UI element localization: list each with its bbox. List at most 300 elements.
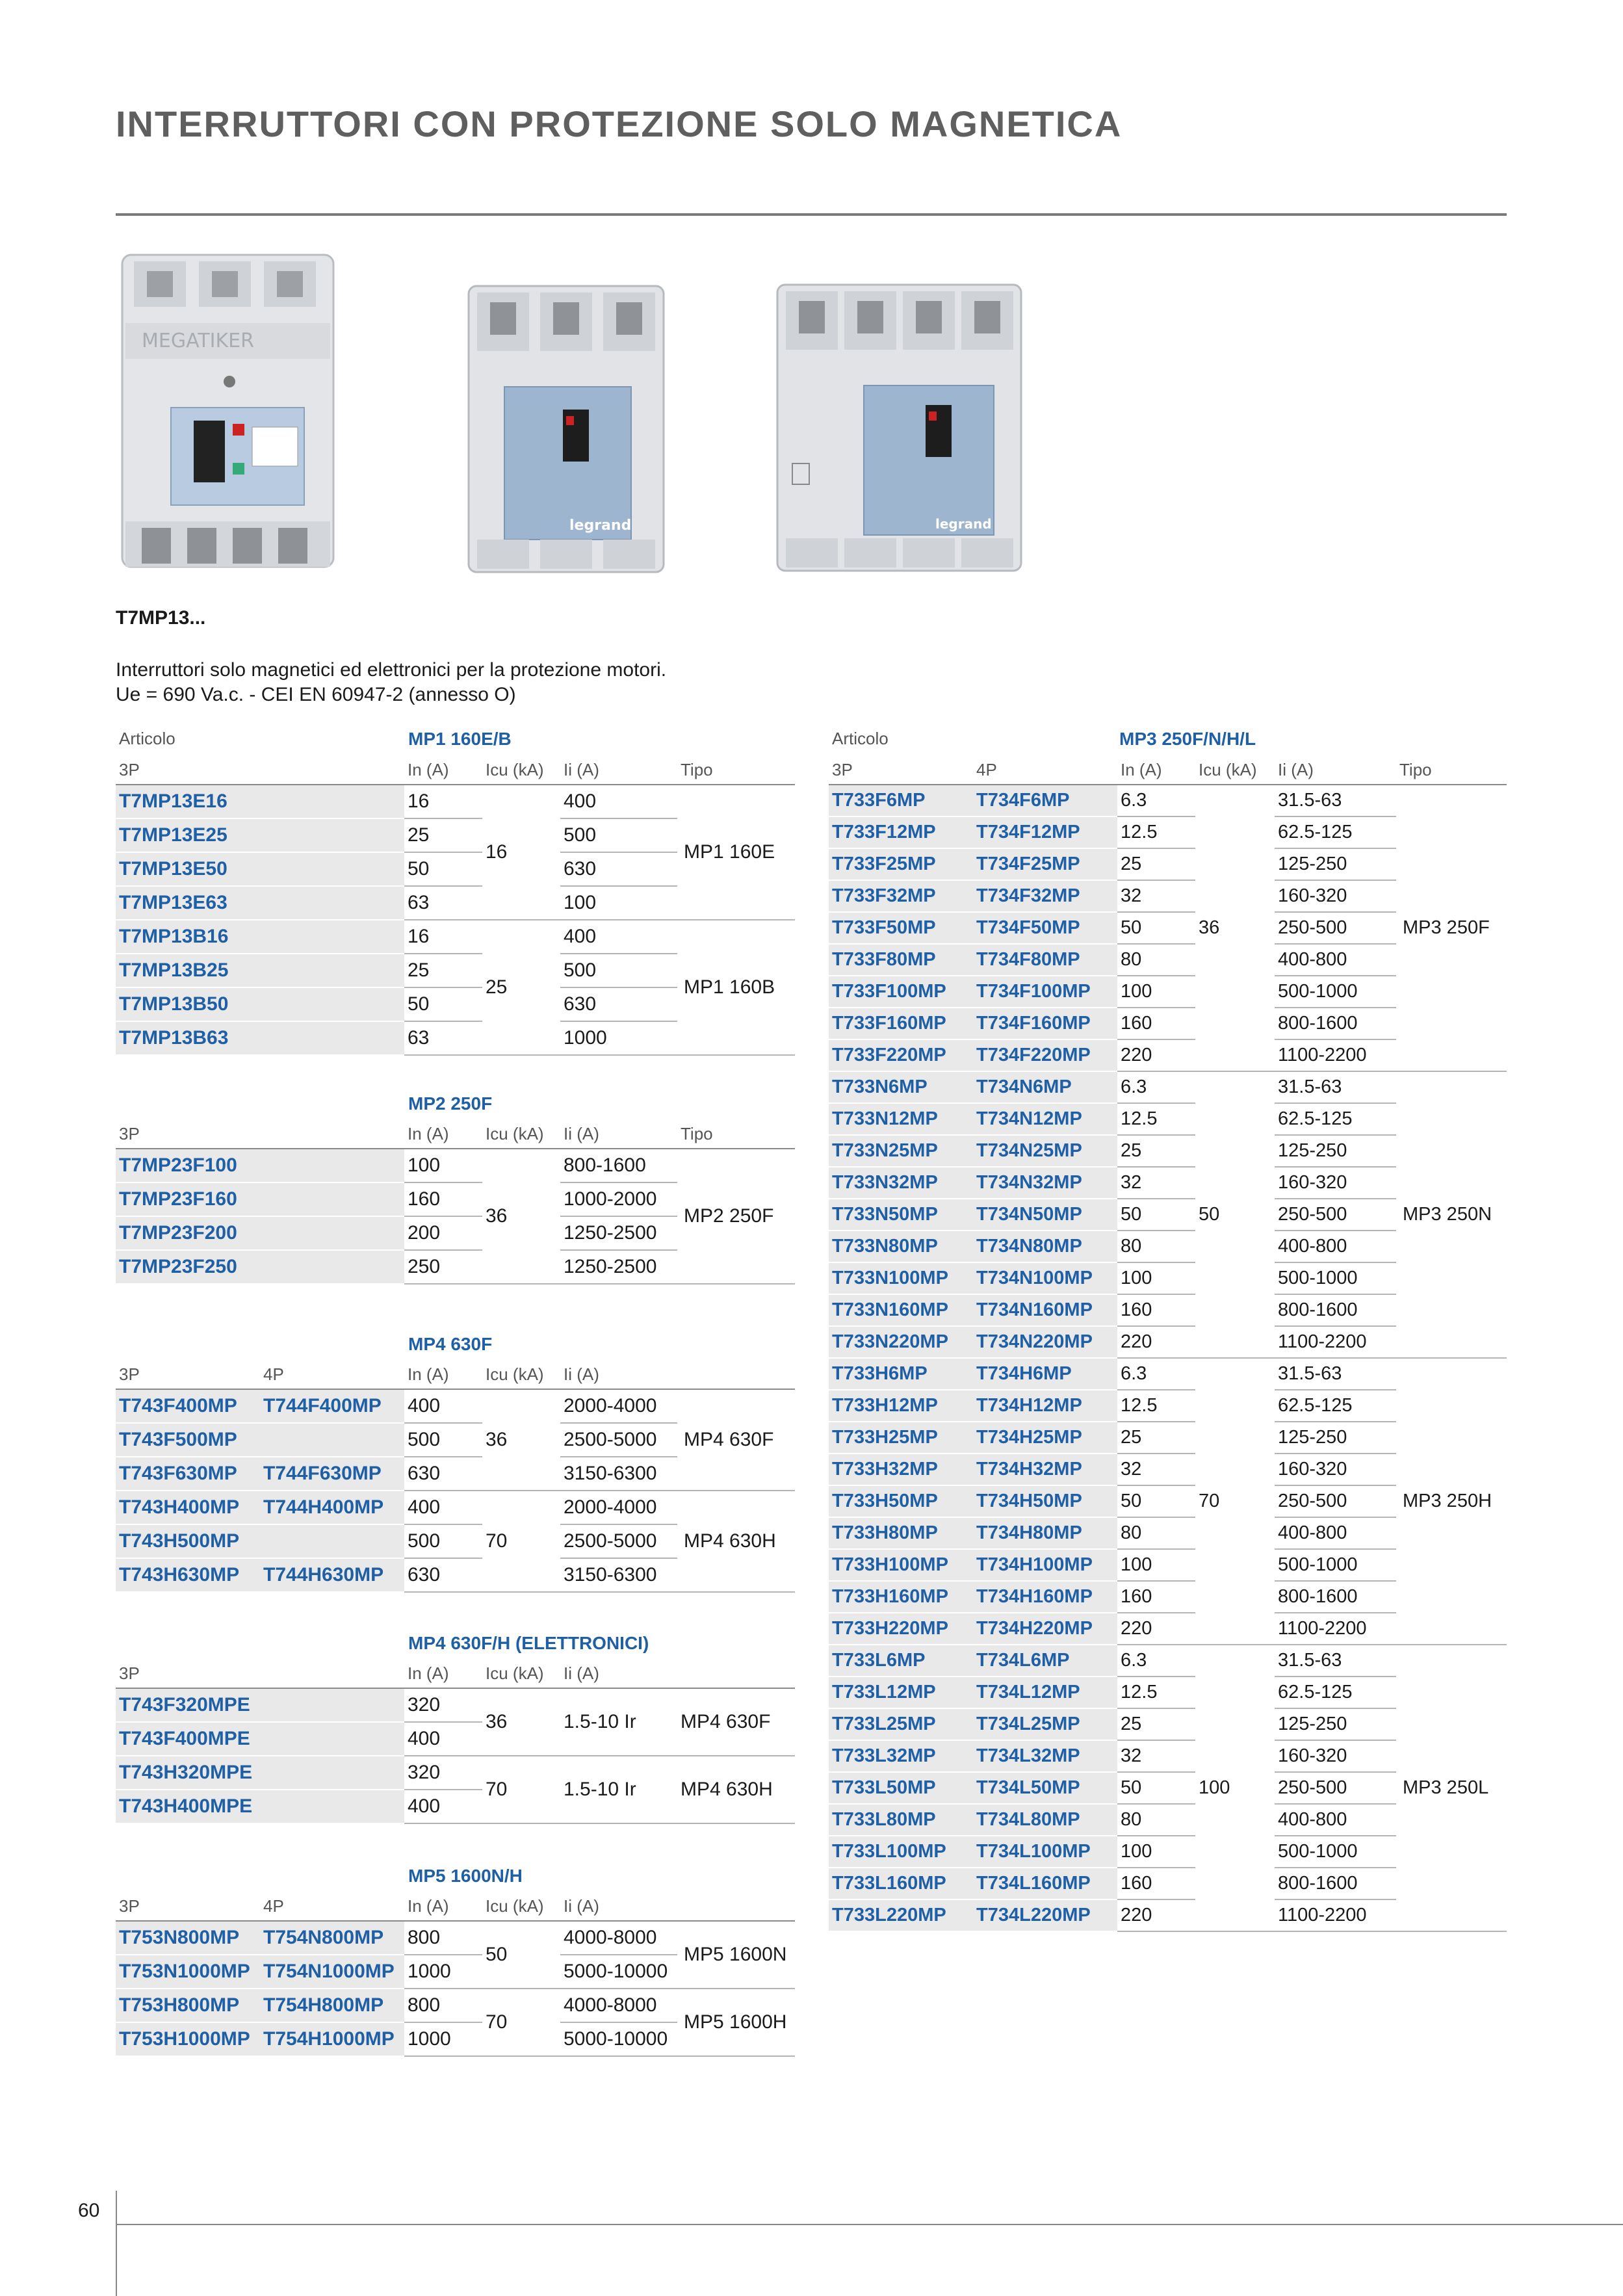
ii-value: 250-500 xyxy=(1275,1485,1396,1517)
article-code: T7MP23F160 xyxy=(116,1182,404,1216)
legrand-logo: legrand xyxy=(569,517,632,534)
ii-value: 160-320 xyxy=(1275,880,1396,912)
article-code: T7MP23F200 xyxy=(116,1216,404,1250)
article-code-3p: T733N50MP xyxy=(829,1199,973,1231)
article-code-4p: T734H32MP xyxy=(973,1454,1117,1485)
ii-value: 5000-10000 xyxy=(560,2022,677,2056)
article-code-4p: T734L80MP xyxy=(973,1804,1117,1836)
article-code-4p: T744H630MP xyxy=(260,1558,404,1592)
in-value: 25 xyxy=(1117,1708,1195,1740)
article-code: T7MP13B25 xyxy=(116,954,404,987)
article-code-4p: T734F220MP xyxy=(973,1039,1117,1071)
article-code-4p: T734N12MP xyxy=(973,1103,1117,1135)
in-value: 160 xyxy=(1117,1008,1195,1039)
ii-value: 1100-2200 xyxy=(1275,1326,1396,1358)
col-in: In (A) xyxy=(404,1659,482,1688)
tipo-value: MP4 630F xyxy=(677,1688,795,1756)
in-value: 25 xyxy=(404,954,482,987)
in-value: 630 xyxy=(404,1558,482,1592)
ii-value: 160-320 xyxy=(1275,1167,1396,1199)
in-value: 630 xyxy=(404,1457,482,1491)
article-code-4p: T734N220MP xyxy=(973,1326,1117,1358)
in-value: 160 xyxy=(1117,1581,1195,1613)
tipo-value: MP3 250N xyxy=(1396,1071,1507,1358)
intro-text xyxy=(116,658,666,707)
article-code-3p: T733N80MP xyxy=(829,1231,973,1262)
intro-line: Interruttori solo magnetici ed elettronici per la protezione motori. xyxy=(116,659,667,681)
col-icu: Icu (kA) xyxy=(482,1119,560,1149)
intro-line: Ue = 690 Va.c. - CEI EN 60947-2 (annesso O) xyxy=(116,684,516,705)
ii-value: 800-1600 xyxy=(1275,1868,1396,1899)
in-value: 12.5 xyxy=(1117,1103,1195,1135)
table-row xyxy=(116,920,795,954)
article-code-3p: T733L32MP xyxy=(829,1740,973,1772)
col-ii: Ii (A) xyxy=(1275,755,1396,785)
in-value: 50 xyxy=(1117,912,1195,944)
article-code-4p: T734F25MP xyxy=(973,848,1117,880)
ii-value: 800-1600 xyxy=(1275,1294,1396,1326)
in-value: 100 xyxy=(1117,1262,1195,1294)
article-code-4p: T754H1000MP xyxy=(260,2022,404,2056)
article-code-3p: T733F6MP xyxy=(829,785,973,816)
ii-value: 2000-4000 xyxy=(560,1491,677,1524)
col-3p: 3P xyxy=(116,1659,404,1688)
ii-value: 160-320 xyxy=(1275,1740,1396,1772)
group-title-mp5: MP5 1600N/H xyxy=(408,1866,523,1886)
article-code-3p: T733H220MP xyxy=(829,1613,973,1645)
article-code-3p: T733N100MP xyxy=(829,1262,973,1294)
ii-value: 500 xyxy=(560,818,677,852)
in-value: 63 xyxy=(404,1021,482,1055)
photo-caption: T7MP13... xyxy=(116,607,206,629)
article-code-3p: T733N160MP xyxy=(829,1294,973,1326)
in-value: 16 xyxy=(404,785,482,818)
icu-value: 36 xyxy=(482,1389,560,1491)
icu-value: 50 xyxy=(1195,1071,1275,1358)
article-code: T743F400MPE xyxy=(116,1722,404,1756)
article-code-4p: T734N80MP xyxy=(973,1231,1117,1262)
in-value: 32 xyxy=(1117,880,1195,912)
icu-value: 70 xyxy=(482,1756,560,1823)
in-value: 50 xyxy=(1117,1772,1195,1804)
table-mp1 xyxy=(116,755,795,1056)
article-code-4p: T754H800MP xyxy=(260,1989,404,2022)
in-value: 200 xyxy=(404,1216,482,1250)
article-code: T743F320MPE xyxy=(116,1688,404,1722)
article-code-3p: T733H80MP xyxy=(829,1517,973,1549)
tipo-value: MP2 250F xyxy=(677,1149,795,1284)
col-icu: Icu (kA) xyxy=(482,1360,560,1389)
table-row xyxy=(116,1921,795,1955)
ii-value: 400-800 xyxy=(1275,944,1396,976)
in-value: 160 xyxy=(404,1182,482,1216)
breaker-photo-megatiker xyxy=(116,242,343,586)
in-value: 220 xyxy=(1117,1613,1195,1645)
article-code-3p: T743H630MP xyxy=(116,1558,260,1592)
title-divider xyxy=(116,213,1507,216)
icu-value: 36 xyxy=(1195,785,1275,1071)
col-in: In (A) xyxy=(404,755,482,785)
table-row xyxy=(116,1688,795,1722)
in-value: 1000 xyxy=(404,1955,482,1989)
in-value: 500 xyxy=(404,1524,482,1558)
table-header xyxy=(116,1119,795,1149)
ii-value: 250-500 xyxy=(1275,1772,1396,1804)
col-4p: 4P xyxy=(260,1360,404,1389)
article-code-3p: T753N800MP xyxy=(116,1921,260,1955)
icu-value: 70 xyxy=(1195,1358,1275,1645)
in-value: 400 xyxy=(404,1389,482,1423)
col-4p: 4P xyxy=(260,1892,404,1921)
in-value: 16 xyxy=(404,920,482,954)
ii-value: 630 xyxy=(560,987,677,1021)
article-code-3p: T733L80MP xyxy=(829,1804,973,1836)
article-code-3p: T743F500MP xyxy=(116,1423,260,1457)
ii-value: 1.5-10 Ir xyxy=(560,1756,677,1823)
article-code-4p: T734N100MP xyxy=(973,1262,1117,1294)
article-code-4p: T734L25MP xyxy=(973,1708,1117,1740)
ii-value: 1000 xyxy=(560,1021,677,1055)
tipo-value: MP4 630H xyxy=(677,1756,795,1823)
in-value: 500 xyxy=(404,1423,482,1457)
in-value: 100 xyxy=(1117,976,1195,1008)
tipo-value: MP3 250L xyxy=(1396,1645,1507,1931)
article-code-3p: T733F12MP xyxy=(829,816,973,848)
in-value: 25 xyxy=(1117,1422,1195,1454)
table-row xyxy=(829,1645,1507,1676)
article-code-4p: T734H100MP xyxy=(973,1549,1117,1581)
in-value: 32 xyxy=(1117,1454,1195,1485)
article-code-4p: T734F32MP xyxy=(973,880,1117,912)
ii-value: 31.5-63 xyxy=(1275,1645,1396,1676)
in-value: 160 xyxy=(1117,1868,1195,1899)
ii-value: 125-250 xyxy=(1275,1135,1396,1167)
article-code: T7MP13B50 xyxy=(116,987,404,1021)
col-ii: Ii (A) xyxy=(560,1360,677,1389)
article-code-3p: T733L100MP xyxy=(829,1836,973,1868)
article-code-4p: T734F160MP xyxy=(973,1008,1117,1039)
in-value: 250 xyxy=(404,1250,482,1284)
article-code-3p: T733H50MP xyxy=(829,1485,973,1517)
group-title-mp4: MP4 630F xyxy=(408,1334,493,1354)
article-code-4p: T734H6MP xyxy=(973,1358,1117,1390)
table-row xyxy=(116,1989,795,2022)
article-code-3p: T743H500MP xyxy=(116,1524,260,1558)
article-code-4p: T734N160MP xyxy=(973,1294,1117,1326)
icu-value: 50 xyxy=(482,1921,560,1989)
footer-horizontal-rule xyxy=(116,2224,1623,2225)
table-row xyxy=(116,785,795,818)
article-code-4p: T734L50MP xyxy=(973,1772,1117,1804)
col-tipo: Tipo xyxy=(1396,755,1507,785)
article-code-3p: T733F100MP xyxy=(829,976,973,1008)
article-code-3p: T733L6MP xyxy=(829,1645,973,1676)
megatiker-logo: MEGATIKER xyxy=(142,330,254,352)
col-in: In (A) xyxy=(404,1360,482,1389)
ii-value: 2500-5000 xyxy=(560,1423,677,1457)
col-ii: Ii (A) xyxy=(560,1659,677,1688)
ii-value: 125-250 xyxy=(1275,848,1396,880)
in-value: 25 xyxy=(1117,1135,1195,1167)
col-in: In (A) xyxy=(404,1119,482,1149)
in-value: 6.3 xyxy=(1117,1645,1195,1676)
breaker-photo-3p xyxy=(459,280,673,585)
group-title-mp4e: MP4 630F/H (ELETTRONICI) xyxy=(408,1633,649,1653)
col-tipo: Tipo xyxy=(677,755,795,785)
page-title: INTERRUTTORI CON PROTEZIONE SOLO MAGNETICA xyxy=(116,103,1123,144)
article-code-3p: T733F80MP xyxy=(829,944,973,976)
in-value: 320 xyxy=(404,1756,482,1790)
group-title-mp1: MP1 160E/B xyxy=(408,729,512,749)
ii-value: 400 xyxy=(560,785,677,818)
in-value: 220 xyxy=(1117,1039,1195,1071)
article-code-3p: T733N12MP xyxy=(829,1103,973,1135)
article-code-3p: T733L12MP xyxy=(829,1676,973,1708)
col-icu: Icu (kA) xyxy=(482,755,560,785)
table-mp2 xyxy=(116,1119,795,1285)
tipo-value: MP4 630H xyxy=(677,1491,795,1592)
table-header xyxy=(116,1659,795,1688)
article-code-3p: T733F25MP xyxy=(829,848,973,880)
article-code-4p: T734L12MP xyxy=(973,1676,1117,1708)
group-title-mp2: MP2 250F xyxy=(408,1093,493,1114)
article-code: T7MP23F250 xyxy=(116,1250,404,1284)
in-value: 400 xyxy=(404,1722,482,1756)
col-ii: Ii (A) xyxy=(560,1119,677,1149)
ii-value: 1100-2200 xyxy=(1275,1899,1396,1931)
table-row xyxy=(829,785,1507,816)
article-code-3p: T733F160MP xyxy=(829,1008,973,1039)
tipo-value: MP4 630F xyxy=(677,1389,795,1491)
col-icu: Icu (kA) xyxy=(482,1892,560,1921)
icu-value: 100 xyxy=(1195,1645,1275,1931)
in-value: 160 xyxy=(1117,1294,1195,1326)
article-code-4p: T754N1000MP xyxy=(260,1955,404,1989)
article-code: T743H400MPE xyxy=(116,1790,404,1823)
ii-value: 3150-6300 xyxy=(560,1558,677,1592)
article-code-4p: T734N6MP xyxy=(973,1071,1117,1103)
ii-value: 250-500 xyxy=(1275,1199,1396,1231)
ii-value: 4000-8000 xyxy=(560,1989,677,2022)
article-code-4p: T734L220MP xyxy=(973,1899,1117,1931)
in-value: 100 xyxy=(1117,1836,1195,1868)
ii-value: 5000-10000 xyxy=(560,1955,677,1989)
ii-value: 800-1600 xyxy=(1275,1008,1396,1039)
col-3p: 3P xyxy=(116,1892,260,1921)
article-code: T7MP23F100 xyxy=(116,1149,404,1182)
article-code-3p: T733H12MP xyxy=(829,1390,973,1422)
article-code-3p: T733N32MP xyxy=(829,1167,973,1199)
ii-value: 500-1000 xyxy=(1275,1836,1396,1868)
article-code-4p: T734F50MP xyxy=(973,912,1117,944)
article-code-4p: T734H80MP xyxy=(973,1517,1117,1549)
in-value: 63 xyxy=(404,886,482,920)
article-code-3p: T743F630MP xyxy=(116,1457,260,1491)
icu-value: 36 xyxy=(482,1149,560,1284)
article-code-3p: T733H32MP xyxy=(829,1454,973,1485)
ii-value: 62.5-125 xyxy=(1275,1390,1396,1422)
col-3p: 3P xyxy=(116,1119,404,1149)
ii-value: 62.5-125 xyxy=(1275,1676,1396,1708)
in-value: 1000 xyxy=(404,2022,482,2056)
article-code-4p: T734H220MP xyxy=(973,1613,1117,1645)
article-code-3p: T733F50MP xyxy=(829,912,973,944)
in-value: 32 xyxy=(1117,1167,1195,1199)
in-value: 12.5 xyxy=(1117,816,1195,848)
in-value: 32 xyxy=(1117,1740,1195,1772)
ii-value: 1000-2000 xyxy=(560,1182,677,1216)
article-code-4p: T754N800MP xyxy=(260,1921,404,1955)
ii-value: 250-500 xyxy=(1275,912,1396,944)
table-row xyxy=(829,1071,1507,1103)
ii-value: 1250-2500 xyxy=(560,1250,677,1284)
article-code-3p: T733F32MP xyxy=(829,880,973,912)
ii-value: 62.5-125 xyxy=(1275,1103,1396,1135)
article-code-4p: T744F630MP xyxy=(260,1457,404,1491)
ii-value: 2000-4000 xyxy=(560,1389,677,1423)
article-code-3p: T733F220MP xyxy=(829,1039,973,1071)
article-code-4p: T734N50MP xyxy=(973,1199,1117,1231)
in-value: 12.5 xyxy=(1117,1676,1195,1708)
ii-value: 125-250 xyxy=(1275,1422,1396,1454)
article-code-4p: T734F12MP xyxy=(973,816,1117,848)
article-code-4p: T734H12MP xyxy=(973,1390,1117,1422)
in-value: 50 xyxy=(1117,1199,1195,1231)
article-code-3p: T733N220MP xyxy=(829,1326,973,1358)
col-3p: 3P xyxy=(829,755,973,785)
table-row xyxy=(116,1149,795,1182)
in-value: 100 xyxy=(404,1149,482,1182)
ii-value: 31.5-63 xyxy=(1275,1071,1396,1103)
in-value: 50 xyxy=(1117,1485,1195,1517)
article-code-4p: T744H400MP xyxy=(260,1491,404,1524)
ii-value: 31.5-63 xyxy=(1275,1358,1396,1390)
tipo-value: MP5 1600H xyxy=(677,1989,795,2056)
ii-value: 500 xyxy=(560,954,677,987)
article-code: T7MP13B16 xyxy=(116,920,404,954)
table-row xyxy=(829,1358,1507,1390)
table-header xyxy=(116,1892,795,1921)
col-ii: Ii (A) xyxy=(560,755,677,785)
article-code-4p: T734L100MP xyxy=(973,1836,1117,1868)
ii-value: 3150-6300 xyxy=(560,1457,677,1491)
ii-value: 125-250 xyxy=(1275,1708,1396,1740)
table-header xyxy=(116,755,795,785)
legrand-logo: legrand xyxy=(935,516,992,532)
col-4p: 4P xyxy=(973,755,1117,785)
in-value: 25 xyxy=(1117,848,1195,880)
article-code-3p: T733H160MP xyxy=(829,1581,973,1613)
article-code: T7MP13B63 xyxy=(116,1021,404,1055)
article-code-4p: T734N25MP xyxy=(973,1135,1117,1167)
col-in: In (A) xyxy=(1117,755,1195,785)
article-code: T7MP13E16 xyxy=(116,785,404,818)
article-code-4p: T734L6MP xyxy=(973,1645,1117,1676)
article-code-3p: T733N25MP xyxy=(829,1135,973,1167)
col-in: In (A) xyxy=(404,1892,482,1921)
ii-value: 500-1000 xyxy=(1275,1549,1396,1581)
table-row xyxy=(116,1389,795,1423)
ii-value: 400-800 xyxy=(1275,1231,1396,1262)
icu-value: 36 xyxy=(482,1688,560,1756)
breaker-photo-4p xyxy=(770,278,1030,584)
ii-value: 630 xyxy=(560,852,677,886)
table-mp5 xyxy=(116,1892,795,2057)
tipo-value: MP1 160B xyxy=(677,920,795,1055)
article-code-3p: T733L25MP xyxy=(829,1708,973,1740)
article-code-3p: T733L160MP xyxy=(829,1868,973,1899)
article-code-4p: T734N32MP xyxy=(973,1167,1117,1199)
ii-value: 500-1000 xyxy=(1275,1262,1396,1294)
table-row xyxy=(116,1756,795,1790)
in-value: 100 xyxy=(1117,1549,1195,1581)
article-code-3p: T743F400MP xyxy=(116,1389,260,1423)
article-code-3p: T733H25MP xyxy=(829,1422,973,1454)
article-code-3p: T733L50MP xyxy=(829,1772,973,1804)
ii-value: 1.5-10 Ir xyxy=(560,1688,677,1756)
article-code: T7MP13E63 xyxy=(116,886,404,920)
ii-value: 400-800 xyxy=(1275,1517,1396,1549)
article-code-3p: T733H6MP xyxy=(829,1358,973,1390)
in-value: 220 xyxy=(1117,1899,1195,1931)
col-icu: Icu (kA) xyxy=(482,1659,560,1688)
in-value: 80 xyxy=(1117,1804,1195,1836)
article-code-4p: T734F80MP xyxy=(973,944,1117,976)
table-row xyxy=(116,1491,795,1524)
ii-value: 31.5-63 xyxy=(1275,785,1396,816)
in-value: 6.3 xyxy=(1117,1071,1195,1103)
table-header xyxy=(829,755,1507,785)
ii-value: 62.5-125 xyxy=(1275,816,1396,848)
in-value: 320 xyxy=(404,1688,482,1722)
in-value: 220 xyxy=(1117,1326,1195,1358)
tipo-value: MP3 250H xyxy=(1396,1358,1507,1645)
article-code-3p: T753H1000MP xyxy=(116,2022,260,2056)
ii-value: 1100-2200 xyxy=(1275,1039,1396,1071)
in-value: 50 xyxy=(404,852,482,886)
icu-value: 70 xyxy=(482,1989,560,2056)
article-code-4p: T734L32MP xyxy=(973,1740,1117,1772)
col-icu: Icu (kA) xyxy=(1195,755,1275,785)
article-code-4p: T734H50MP xyxy=(973,1485,1117,1517)
articolo-label: Articolo xyxy=(119,729,175,748)
icu-value: 70 xyxy=(482,1491,560,1592)
in-value: 80 xyxy=(1117,1231,1195,1262)
article-code-3p: T733H100MP xyxy=(829,1549,973,1581)
in-value: 25 xyxy=(404,818,482,852)
ii-value: 800-1600 xyxy=(560,1149,677,1182)
article-code-4p xyxy=(260,1524,404,1558)
article-code-3p: T753N1000MP xyxy=(116,1955,260,1989)
table-header xyxy=(116,1360,795,1389)
ii-value: 400-800 xyxy=(1275,1804,1396,1836)
in-value: 6.3 xyxy=(1117,785,1195,816)
in-value: 800 xyxy=(404,1989,482,2022)
in-value: 12.5 xyxy=(1117,1390,1195,1422)
in-value: 6.3 xyxy=(1117,1358,1195,1390)
articolo-label: Articolo xyxy=(832,729,889,748)
table-mp4 xyxy=(116,1360,795,1593)
col-3p: 3P xyxy=(116,1360,260,1389)
article-code-3p: T753H800MP xyxy=(116,1989,260,2022)
ii-value: 500-1000 xyxy=(1275,976,1396,1008)
ii-value: 1100-2200 xyxy=(1275,1613,1396,1645)
in-value: 400 xyxy=(404,1790,482,1823)
in-value: 800 xyxy=(404,1921,482,1955)
article-code: T7MP13E50 xyxy=(116,852,404,886)
col-ii: Ii (A) xyxy=(560,1892,677,1921)
article-code-4p: T734F100MP xyxy=(973,976,1117,1008)
